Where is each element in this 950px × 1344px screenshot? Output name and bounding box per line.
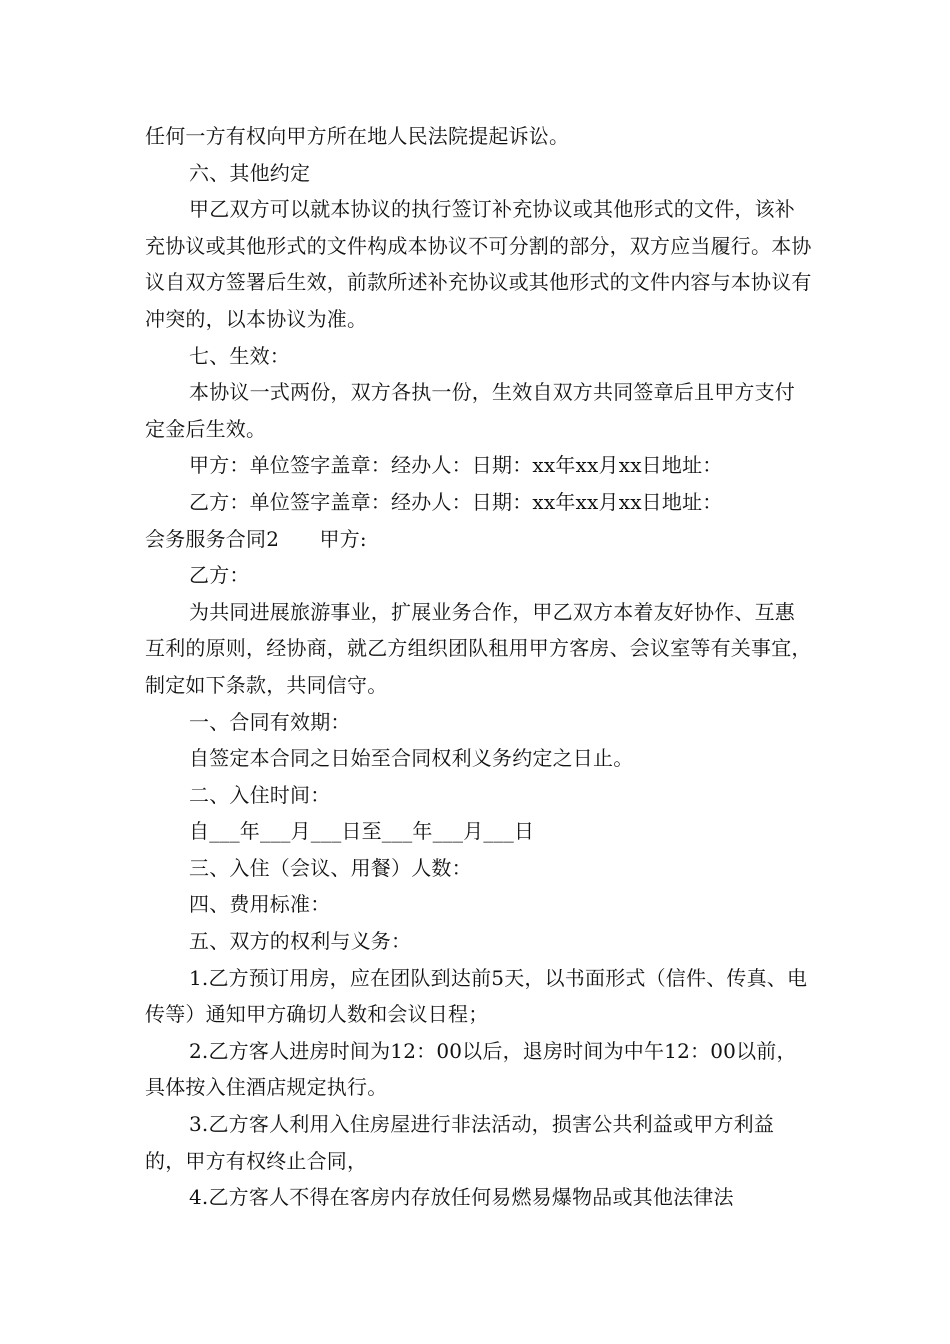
clause-item: 2.乙方客人进房时间为12：00以后，退房时间为中午12：00以前，具体按入住酒店规定执行。 [145,1038,797,1100]
paragraph: 为共同进展旅游事业，扩展业务合作，甲乙双方本着友好协作、互惠互利的原则，经协商，就乙方组织团队租用甲方客房、会议室等有关事宜，制定如下条款，共同信守。 [145,599,812,697]
paragraph: 本协议一式两份，双方各执一份，生效自双方共同签章后且甲方支付定金后生效。 [145,380,795,441]
section-heading: 一、合同有效期： [189,709,351,734]
paragraph: 甲乙双方可以就本协议的执行签订补充协议或其他形式的文件，该补充协议或其他形式的文件构成本协议不可分割的部分，双方应当履行。本协议自双方签署后生效，前款所述补充协议或其他形式的文件内容与本协议有冲突的，以本协议为准。 [145,197,812,331]
contract-title-line: 会务服务合同2 甲方: [145,526,367,551]
paragraph: 自签定本合同之日始至合同权利义务约定之日止。 [189,746,634,771]
section-heading: 四、费用标准： [189,892,331,917]
clause-item: 1.乙方预订用房，应在团队到达前5天，以书面形式（信件、传真、电传等）通知甲方确切人数和会议日程； [145,965,808,1027]
section-heading: 五、双方的权利与义务： [189,929,412,954]
party-b-line: 乙方： [189,563,250,588]
signature-line-party-b: 乙方：单位签字盖章：经办人：日期：xx年xx月xx日地址： [189,489,723,514]
section-heading: 六、其他约定 [189,160,311,185]
section-heading: 三、入住（会议、用餐）人数： [189,855,472,880]
date-range-line: 自___年___月___日至___年___月___日 [189,819,535,844]
signature-line-party-a: 甲方：单位签字盖章：经办人：日期：xx年xx月xx日地址： [189,453,723,478]
clause-item: 4.乙方客人不得在客房内存放任何易燃易爆物品或其他法律法 [189,1185,734,1210]
document-body [145,118,813,1216]
section-heading: 七、生效： [189,343,290,368]
paragraph: 任何一方有权向甲方所在地人民法院提起诉讼。 [145,124,570,148]
section-heading: 二、入住时间： [189,782,331,807]
clause-item: 3.乙方客人利用入住房屋进行非法活动，损害公共利益或甲方利益的，甲方有权终止合同， [145,1112,775,1173]
